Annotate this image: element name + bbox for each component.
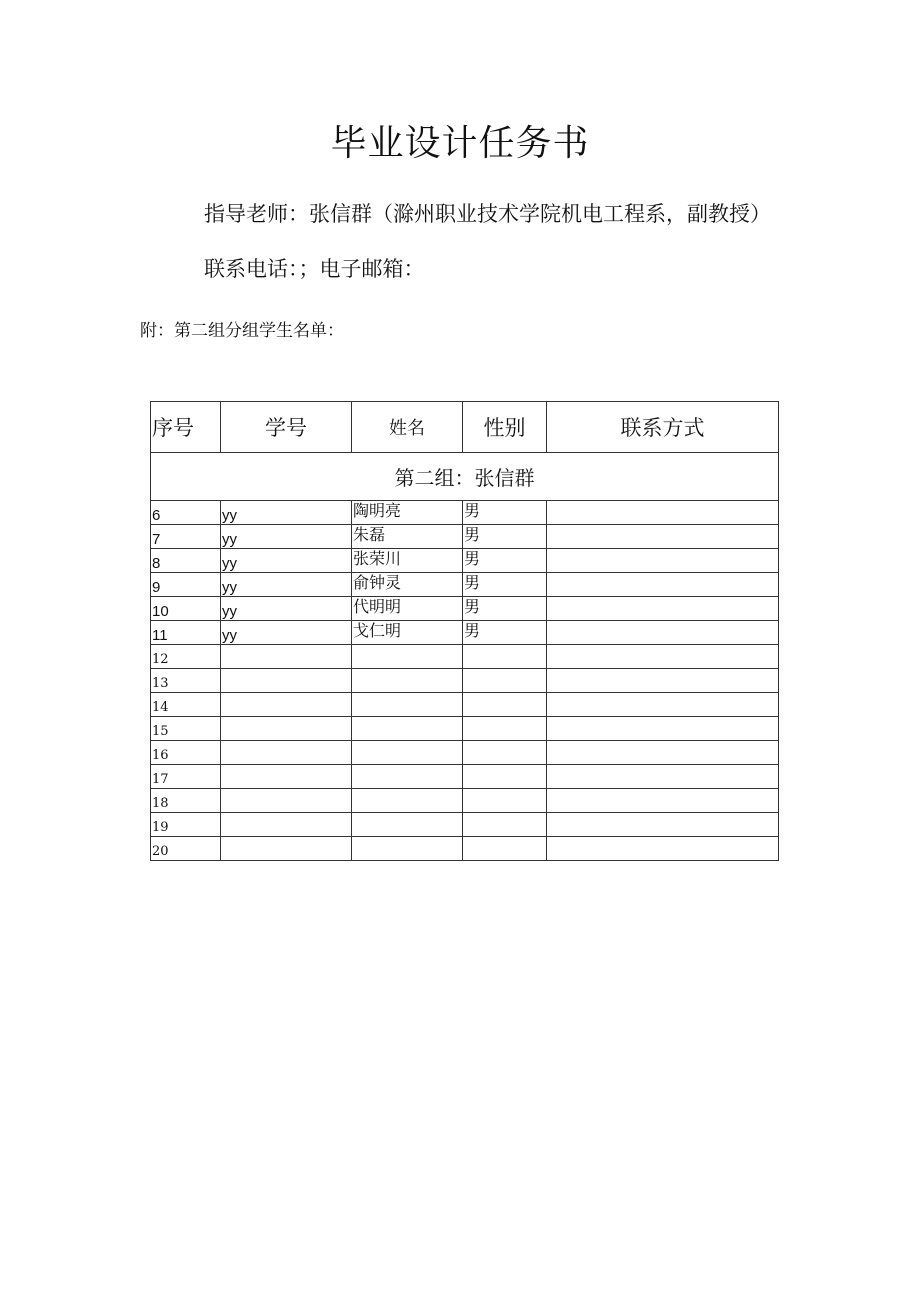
document-title: 毕业设计任务书 <box>330 123 590 164</box>
row-student-id <box>221 789 352 813</box>
row-name: 代明明 <box>352 597 463 621</box>
row-seq: 13 <box>151 669 221 693</box>
table-row <box>151 525 779 549</box>
row-name <box>352 669 463 693</box>
row-contact <box>547 693 779 717</box>
row-seq: 15 <box>151 717 221 741</box>
row-student-id <box>221 837 352 861</box>
row-student-id <box>221 765 352 789</box>
row-name <box>352 765 463 789</box>
row-gender <box>463 693 547 717</box>
header-student-id: 学号 <box>221 402 352 453</box>
table-row <box>151 621 779 645</box>
row-student-id <box>221 741 352 765</box>
table-row <box>151 837 779 861</box>
row-gender <box>463 837 547 861</box>
row-gender <box>463 789 547 813</box>
table-row <box>151 549 779 573</box>
row-contact <box>547 621 779 645</box>
row-seq: 12 <box>151 645 221 669</box>
row-seq: 7 <box>151 525 221 549</box>
table-header-row <box>151 402 779 453</box>
row-name <box>352 789 463 813</box>
row-gender <box>463 765 547 789</box>
row-seq: 20 <box>151 837 221 861</box>
row-contact <box>547 789 779 813</box>
row-name <box>352 741 463 765</box>
group-row <box>151 453 779 501</box>
row-contact <box>547 765 779 789</box>
contact-line: 联系电话：；电子邮箱： <box>204 257 425 281</box>
row-gender <box>463 813 547 837</box>
row-name: 朱磊 <box>352 525 463 549</box>
row-name <box>352 837 463 861</box>
row-contact <box>547 597 779 621</box>
row-seq: 8 <box>151 549 221 573</box>
table-row <box>151 645 779 669</box>
row-gender: 男 <box>463 597 547 621</box>
table-row <box>151 741 779 765</box>
row-contact <box>547 549 779 573</box>
row-seq: 11 <box>151 621 221 645</box>
header-name: 姓名 <box>352 402 463 453</box>
row-student-id <box>221 645 352 669</box>
row-student-id <box>221 693 352 717</box>
table-row <box>151 813 779 837</box>
row-name: 俞钟灵 <box>352 573 463 597</box>
row-gender <box>463 741 547 765</box>
row-contact <box>547 741 779 765</box>
row-contact <box>547 501 779 525</box>
row-student-id <box>221 669 352 693</box>
table-row <box>151 693 779 717</box>
row-student-id: yy <box>221 573 352 597</box>
row-seq: 16 <box>151 741 221 765</box>
row-gender: 男 <box>463 549 547 573</box>
table-row <box>151 789 779 813</box>
row-seq: 18 <box>151 789 221 813</box>
row-name <box>352 693 463 717</box>
row-contact <box>547 813 779 837</box>
row-student-id: yy <box>221 597 352 621</box>
row-contact <box>547 573 779 597</box>
row-student-id: yy <box>221 621 352 645</box>
row-contact <box>547 525 779 549</box>
row-seq: 19 <box>151 813 221 837</box>
row-gender: 男 <box>463 525 547 549</box>
header-gender: 性别 <box>463 402 547 453</box>
table-row <box>151 597 779 621</box>
row-gender: 男 <box>463 621 547 645</box>
header-seq: 序号 <box>151 402 221 453</box>
row-seq: 17 <box>151 765 221 789</box>
row-seq: 10 <box>151 597 221 621</box>
table-row <box>151 717 779 741</box>
row-gender <box>463 645 547 669</box>
row-name <box>352 813 463 837</box>
row-name <box>352 645 463 669</box>
attachment-line: 附：第二组分组学生名单： <box>140 321 344 341</box>
row-name: 戈仁明 <box>352 621 463 645</box>
student-roster-table <box>150 401 779 861</box>
row-student-id <box>221 813 352 837</box>
row-gender: 男 <box>463 573 547 597</box>
table-row <box>151 501 779 525</box>
row-name: 陶明亮 <box>352 501 463 525</box>
table-row <box>151 573 779 597</box>
group-label: 第二组：张信群 <box>151 453 779 501</box>
row-name <box>352 717 463 741</box>
row-contact <box>547 717 779 741</box>
row-contact <box>547 669 779 693</box>
row-contact <box>547 837 779 861</box>
row-name: 张荣川 <box>352 549 463 573</box>
row-student-id: yy <box>221 549 352 573</box>
row-student-id <box>221 717 352 741</box>
row-seq: 6 <box>151 501 221 525</box>
table-row <box>151 669 779 693</box>
row-student-id: yy <box>221 525 352 549</box>
advisor-line: 指导老师：张信群（滁州职业技术学院机电工程系，副教授） <box>204 202 771 226</box>
row-contact <box>547 645 779 669</box>
row-gender <box>463 669 547 693</box>
row-gender <box>463 717 547 741</box>
row-gender: 男 <box>463 501 547 525</box>
row-student-id: yy <box>221 501 352 525</box>
table-row <box>151 765 779 789</box>
row-seq: 14 <box>151 693 221 717</box>
row-seq: 9 <box>151 573 221 597</box>
header-contact: 联系方式 <box>547 402 779 453</box>
